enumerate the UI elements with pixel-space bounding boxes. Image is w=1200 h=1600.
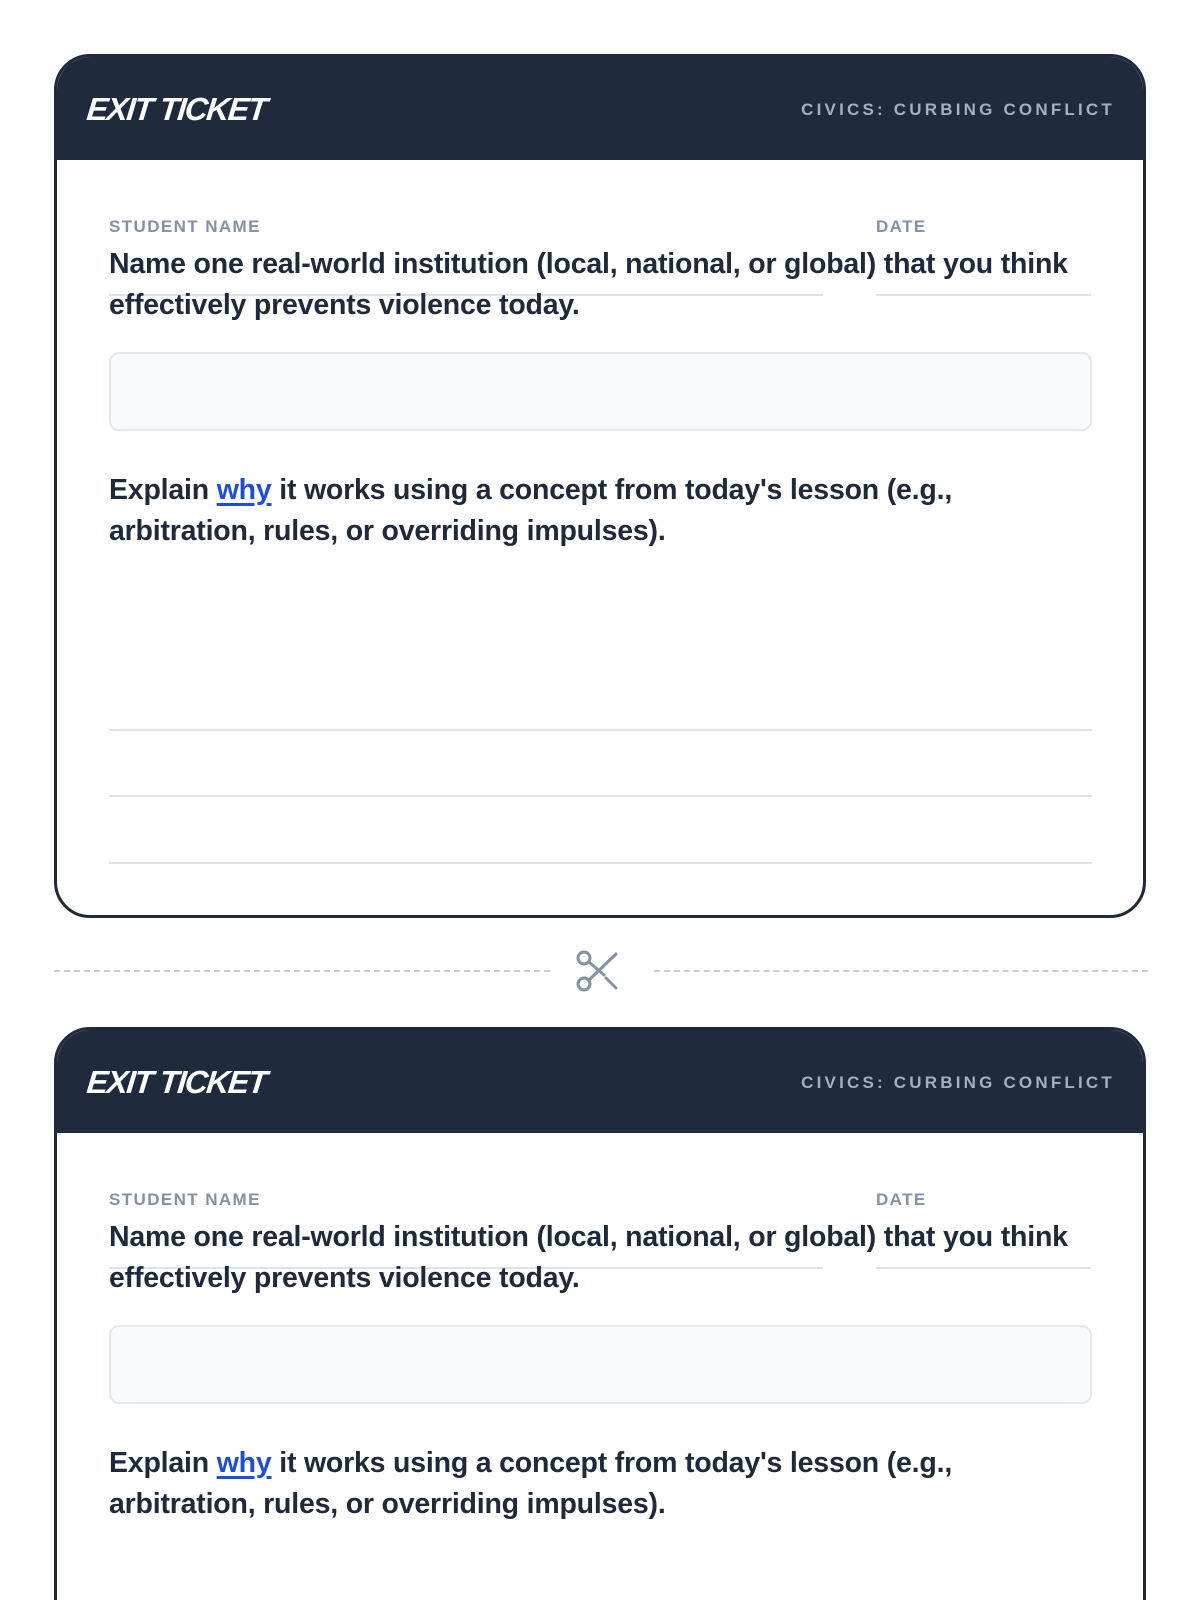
date-label: DATE (876, 217, 927, 236)
question-2-suffix: it works using a concept from today's lesson (e.g., arbitration, rules, or overriding impulses). (109, 474, 953, 547)
question-2-prefix: Explain (109, 1447, 217, 1479)
student-name-label: STUDENT NAME (109, 1190, 261, 1209)
question-2 (109, 470, 1099, 552)
date-label: DATE (876, 1190, 927, 1209)
cut-line-right (654, 970, 1148, 972)
question-2-emphasis: why (216, 474, 272, 506)
exit-ticket-card (54, 1027, 1146, 1600)
question-2-emphasis: why (216, 1447, 272, 1479)
exit-ticket-card (54, 54, 1146, 918)
ticket-header (57, 57, 1143, 160)
question-1: Name one real-world institution (local, national, or global) that you think effectively prevents violence today. (109, 248, 1068, 321)
writing-line[interactable] (109, 795, 1092, 797)
question-1: Name one real-world institution (local, national, or global) that you think effectively prevents violence today. (109, 1221, 1068, 1294)
ticket-title: EXIT TICKET (85, 1064, 269, 1100)
student-name-label: STUDENT NAME (109, 217, 261, 236)
scissors-icon (574, 948, 622, 996)
ticket-title: EXIT TICKET (85, 91, 269, 127)
answer-box[interactable] (109, 352, 1092, 431)
writing-line[interactable] (109, 729, 1092, 731)
question-2 (109, 1443, 1099, 1525)
question-2-suffix: it works using a concept from today's lesson (e.g., arbitration, rules, or overriding impulses). (109, 1447, 953, 1520)
cut-line-left (54, 970, 550, 972)
answer-box[interactable] (109, 1325, 1092, 1404)
question-2-prefix: Explain (109, 474, 217, 506)
ticket-subject: CIVICS: CURBING CONFLICT (801, 1072, 1115, 1092)
writing-line[interactable] (109, 862, 1092, 864)
ticket-subject: CIVICS: CURBING CONFLICT (801, 99, 1115, 119)
ticket-header (57, 1030, 1143, 1133)
